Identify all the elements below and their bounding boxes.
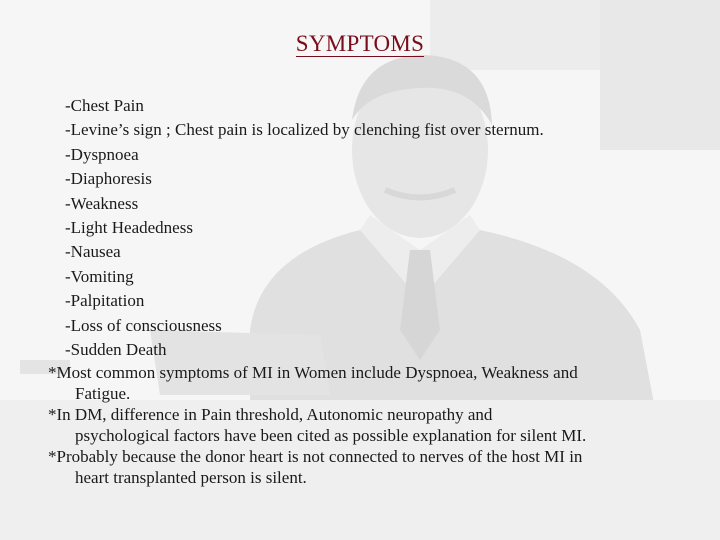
symptom-item: -Sudden Death [65,340,167,360]
symptom-item: -Palpitation [65,291,145,311]
symptom-item: -Light Headedness [65,218,193,238]
note-paragraph [48,446,698,488]
symptom-item: -Chest Pain [65,96,144,115]
symptom-item: -Diaphoresis [65,169,152,189]
symptom-list [48,94,698,488]
symptom-item: -Nausea [65,242,121,262]
note-line-continuation: Fatigue. [75,384,131,404]
note-line: *In DM, difference in Pain threshold, Autonomic neuropathy and [48,405,493,425]
note-line: *Probably because the donor heart is not connected to nerves of the host MI in [48,447,583,467]
symptom-item: -Weakness [65,193,139,213]
note-line: *Most common symptoms of MI in Women include Dyspnoea, Weakness and [48,363,578,383]
note-line-continuation: psychological factors have been cited as possible explanation for silent MI. [75,426,587,446]
symptom-item: -Levine’s sign ; Chest pain is localized by clenching fist over sternum. [65,120,544,140]
note-line-continuation: heart transplanted person is silent. [75,468,307,488]
symptom-item: -Vomiting [65,266,134,286]
note-paragraph [48,362,698,404]
slide-title [0,31,720,57]
note-paragraph [48,404,698,446]
symptom-item: -Loss of consciousness [65,315,222,335]
slide-title-text: SYMPTOMS [295,31,425,56]
symptom-item: -Dyspnoea [65,144,139,164]
